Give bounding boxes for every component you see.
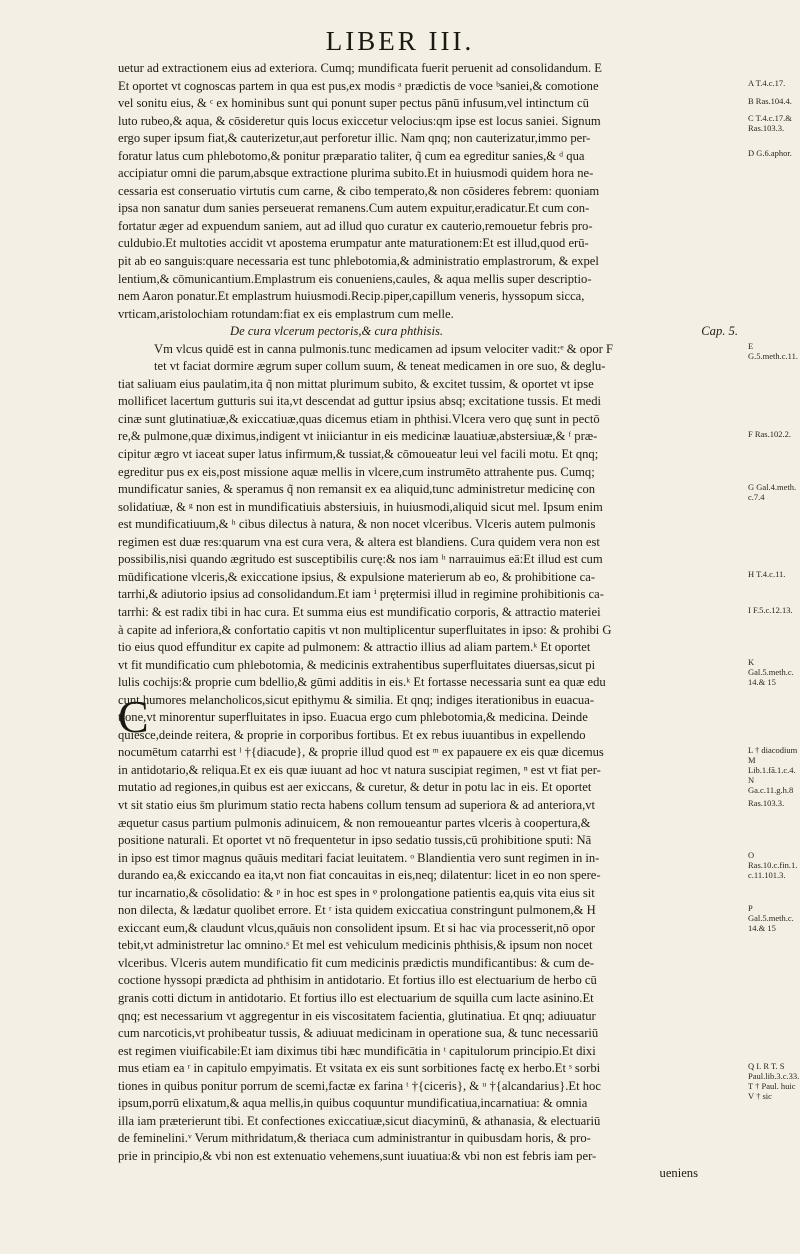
text-line: vt fit mundificatio cum phlebotomia, & medicinis extrahentibus superfluitates diuersas,sicut pi (118, 657, 596, 672)
text-line: nocumētum catarrhi est ˡ †{diacude}, & proprie illud quod est ᵐ ex papauere ex eis quæ dicemus (118, 745, 604, 760)
text-line: tarrhi,& adiutorio ipsius ad consolidandum.Et iam ⁱ prętermisi illud in regimine prohibitionis ca- (118, 587, 604, 602)
text-line: de feminelini.ᵛ Verum mithridatum,& theriaca cum administrantur in quibusdam horis, & pro- (118, 1131, 591, 1146)
text-line: solidatiuæ, & ᵍ non est in mundificatiuis abstersiuis, in huiusmodi,aliquid sicut mel. Ipsum enim (118, 499, 603, 514)
text-line: tur incarnatio,& cōsolidatio: & ᵖ in hoc est spes in ᵠ prolongatione patientis ea,quis vita eius sit (118, 885, 595, 900)
body-text (118, 60, 738, 1183)
text-line: mūdificatione vlceris,& exiccatione ipsius, & expulsione materierum ab eo, & prohibitione ca- (118, 569, 596, 584)
text-line: fortatur æger ad expuendum saniem, aut ad illud quo curatur ex cauterio,remouetur febris pro- (118, 218, 593, 233)
margin-note: E G.5.meth.c.11. (748, 341, 798, 362)
margin-note: Ras.103.3. (748, 797, 785, 808)
text-line: vt sit statio eius s̄m plurimum statio recta habens collum tensum ad superiora & ad anteriora,vt (118, 797, 596, 812)
text-line: cum narcoticis,vt prohibeatur tussis, & adiuuat medicinam in operatione sua, & tunc necessariū (118, 1026, 599, 1041)
text-line: coctione hyssopi prædicta ad phthisim in antidotario. Et fortius illo est electuarium de herbo cū (118, 973, 597, 988)
margin-note: G Gal.4.meth. c.7.4 (748, 481, 797, 502)
text-line: illa iam præterierunt tibi. Et confectiones exiccatiuæ,sicut diacyminū, & athanasia, & electuariū (118, 1113, 601, 1128)
margin-note: H T.4.c.11. (748, 569, 786, 580)
text-line: in antidotario,& reliqua.Et ex eis quæ iuuant ad hoc vt natura suscipiat regimen, ⁿ est vt fiat per- (118, 762, 601, 777)
text-line: tet vt faciat dormire ægrum super collum suum, & teneat medicamen in ore suo, & deglu- (154, 359, 606, 374)
text-line: vel sonitu eius, & ᶜ ex hominibus sunt qui ponunt super pectus pānū infusum,vel intinctum cū (118, 96, 589, 111)
margin-note: F Ras.102.2. (748, 429, 791, 439)
text-line: in ipso est timor magnus quāuis meditari faciat leuitatem. ᵒ Blandientia vero sunt regimen in in- (118, 850, 600, 865)
margin-note: C T.4.c.17.& Ras.103.3. (748, 113, 792, 134)
text-line: Et oportet vt cognoscas partem in qua est pus,ex modis ᵃ prædictis de voce ᵇsaniei,& comotione (118, 78, 599, 93)
text-line: pit ab eo sanguis:quare necessaria est tunc phlebotomia,& administratio emplastrorum, & expel (118, 254, 599, 269)
text-line: lulis cochijs:& proprie cum bdellio,& gūmi additis in eis.ᵏ Et fortasse necessaria sunt ea quæ edu (118, 675, 606, 690)
text-line: ipsa non sanatur dum sanies perseuerat remanens.Cum autem expuitur,eradicatur.Et cum con- (118, 201, 590, 216)
text-line: Vm vlcus quidē est in canna pulmonis.tunc medicamen ad ipsum velociter vadit:ᵉ & opor F (154, 341, 613, 356)
text-line: lentium,& cōmunicantium.Emplastrum eis conueniens,caules, & aqua mellis super descriptio- (118, 271, 592, 286)
chapter-title: De cura vlcerum pectoris,& cura phthisis. (230, 324, 444, 339)
text-line: mollificet lacertum gutturis sui ita,vt descendat ad guttur ipsius absq; excitatione tussis. Et medi (118, 394, 602, 409)
chapter-number: Cap. 5. (701, 324, 738, 339)
text-line: est mundificatiuum,& ʰ cibus dilectus à natura, & non nocet vlceribus. Vlceris autem pulmonis (118, 517, 596, 532)
text-line: cunt humores melancholicos,sicut epithymu & similia. Et qnq; indiges iterationibus in euacua- (118, 692, 595, 707)
text-line: mutatio ad regiones,in quibus est aer exiccans, & curetur, & detur in potu lac in eis. Et oportet (118, 780, 592, 795)
text-line: mundificatur sanies, & speramus q̃ non remansit ex ea aliquid,tunc administretur medicinę con (118, 482, 596, 497)
text-line: cessaria est conseruatio virtutis cum carne, & cibo temperato,& non cōsideres febrem: quoniam (118, 183, 600, 198)
text-line: tiat saliuam eius paulatim,ita q̃ non mittat plurimum subito, & excitet tussim, & oportet vt ipse (118, 376, 594, 391)
text-line: vrticam,aristolochiam rotundam:fiat ex eis emplastrum cum melle. (118, 306, 454, 321)
text-line: est regimen viuificabile:Et iam diximus tibi hæc mundificātia in ᵗ capitulorum principio.Et dixi (118, 1043, 596, 1058)
chapter-heading (118, 323, 738, 341)
margin-note: K Gal.5.meth.c. 14.& 15 (748, 657, 794, 688)
margin-note: I F.5.c.12.13. (748, 604, 793, 615)
drop-cap: C (118, 691, 149, 742)
text-line: culdubio.Et multoties accidit vt apostema erumpatur ante maturationem:Et est illud,quod erū- (118, 236, 589, 251)
text-line: nem Aaron ponatur.Et emplastrum huiusmodi.Recip.piper,capillum veneris, hyssopum sicca, (118, 289, 585, 304)
margin-note: P Gal.5.meth.c. 14.& 15 (748, 902, 794, 933)
text-line: re,& pulmone,quæ diximus,indigent vt iniiciantur in eis medicinæ lauatiuæ,abstersiuæ,& ᶠ præ- (118, 429, 598, 444)
text-line: cipitur ægro vt iaceat super latus infirmum,& tussiat,& cōmoueatur leui vel facili motu. Et qnq; (118, 447, 599, 462)
running-head: LIBER III. (325, 26, 475, 56)
margin-note: B Ras.104.4. (748, 95, 792, 106)
text-line: cinæ sunt glutinatiuæ,& exiccatiuæ,quas dicemus etiam in phthisi.Vlcera vero quę sunt in pectō (118, 411, 600, 426)
text-line: à capite ad inferiora,& confortatio capitis vt non multiplicentur superfluitates in ipso: & prohibi G (118, 622, 612, 637)
margin-note: D G.6.aphor. (748, 148, 792, 159)
margin-note: Q I. R T. S Paul.lib.3.c.33. T † Paul. huic V † sic (748, 1060, 800, 1101)
text-line: tiones in quibus ponitur porrum de scemi,factæ ex farina ᵗ †{ciceris}, & ᵘ †{alcandarius}.Et hoc (118, 1078, 601, 1093)
text-line: prie in principio,& vbi non est extenuatio vehemens,sunt iuuatiua:& vbi non est febris iam per- (118, 1148, 597, 1163)
text-line: exiccant eum,& claudunt vlcus,quāuis non consolident ipsum. Et si hac via processerit,nō opor (118, 920, 596, 935)
text-line: tarrhi: & est radix tibi in hac cura. Et summa eius est mundificatio corporis, & attractio materiei (118, 604, 601, 619)
text-line: tio eius quod effunditur ex capite ad pulmonem: & attractio illius ad aliam partem.ᵏ Et oportet (118, 640, 591, 655)
text-line: tebit,vt administretur lac omnino.ˢ Et mel est vehiculum medicinis phthisis,& ipsum non nocet (118, 938, 593, 953)
text-line: egreditur pus ex eis,post missione aquæ mellis in vlcere,cum instrumēto attrahente pus. Cumq; (118, 464, 595, 479)
text-line: tione,vt minorentur superfluitates in ipso. Euacua ergo cum phlebotomia,& medicina. Deinde (118, 710, 588, 725)
text-line: durando ea,& exiccando ea ita,vt non fiat concauitas in eis,neq; dilatentur: licet in eo non spere- (118, 868, 601, 883)
text-line: regimen est duæ res:quarum vna est cura vera, & altera est blandiens. Cura quidem vera non est (118, 534, 600, 549)
margin-note: L † diacodium M Lib.1.fă.1.c.4. N Ga.c.11.g.h.8 (748, 744, 798, 795)
margin-note: A T.4.c.17. (748, 78, 786, 88)
text-line: ipsum,porrū elixatum,& aqua mellis,in quibus coquuntur mundificatiua,incarnatiua: & omnia (118, 1096, 588, 1111)
text-line: mus etiam ea ʳ in capitulo empyimatis. Et vsitata ex eis sunt sorbitiones factę ex herbo.Et ˢ sorbi (118, 1061, 601, 1076)
text-line: qnq; est necessarium vt aggregentur in eis viscositatem facientia, glutinatiua. Et qnq; adiuuatur (118, 1008, 596, 1023)
text-line: foratur latus cum phlebotomo,& ponitur præparatio taliter, q̃ cum ea egreditur sanies,& ᵈ qua (118, 148, 585, 163)
text-line: granis cotti dictum in antidotario. Et fortius illo est electuarium de squilla cum lacte asinino.Et (118, 990, 594, 1005)
margin-note: O Ras.10.c.fin.1. c.11.101.3. (748, 850, 798, 881)
text-line: æquetur casus partium pulmonis adinuicem, & non remoueantur partes vlceris à coopertura,& (118, 815, 591, 830)
text-line: possibilis,nisi quando ægritudo est susceptibilis curę:& nos iam ʰ narrauimus eā:Et illud est cum (118, 552, 603, 567)
text-line: quiesce,deinde reitera, & proprie in corporibus fortibus. Et ex rebus iuuantibus in expellendo (118, 727, 586, 742)
text-line: ueniens (659, 1166, 698, 1181)
text-line: uetur ad extractionem eius ad exteriora. Cumq; mundificata fuerit peruenit ad consolidandum. E (118, 61, 602, 75)
text-line: vlceribus. Vlceris autem mundificatio fit cum medicinis prædictis mundificantibus: & cum de- (118, 955, 595, 970)
text-line: luto rubeo,& aqua, & cōsideretur quis locus exiccetur velocius:qm ipse est locus saniei. Signum (118, 113, 601, 128)
text-line: accipiatur omni die parum,absque extractione plurima subito.Et in huiusmodi quidem hora ne- (118, 166, 594, 181)
text-line: non dilecta, & lædatur quolibet errore. Et ʳ ista quidem exiccatiua constringunt pulmonem,& H (118, 903, 596, 918)
text-line: ergo super ipsum fiat,& cauterizetur,aut perforetur illic. Nam qnq; non cauterizatur,immo per- (118, 131, 591, 146)
text-line: positione naturali. Et oportet vt nō frequentetur in ipso sedatio tussis,cū prohibitione sputi: Nā (118, 833, 592, 848)
